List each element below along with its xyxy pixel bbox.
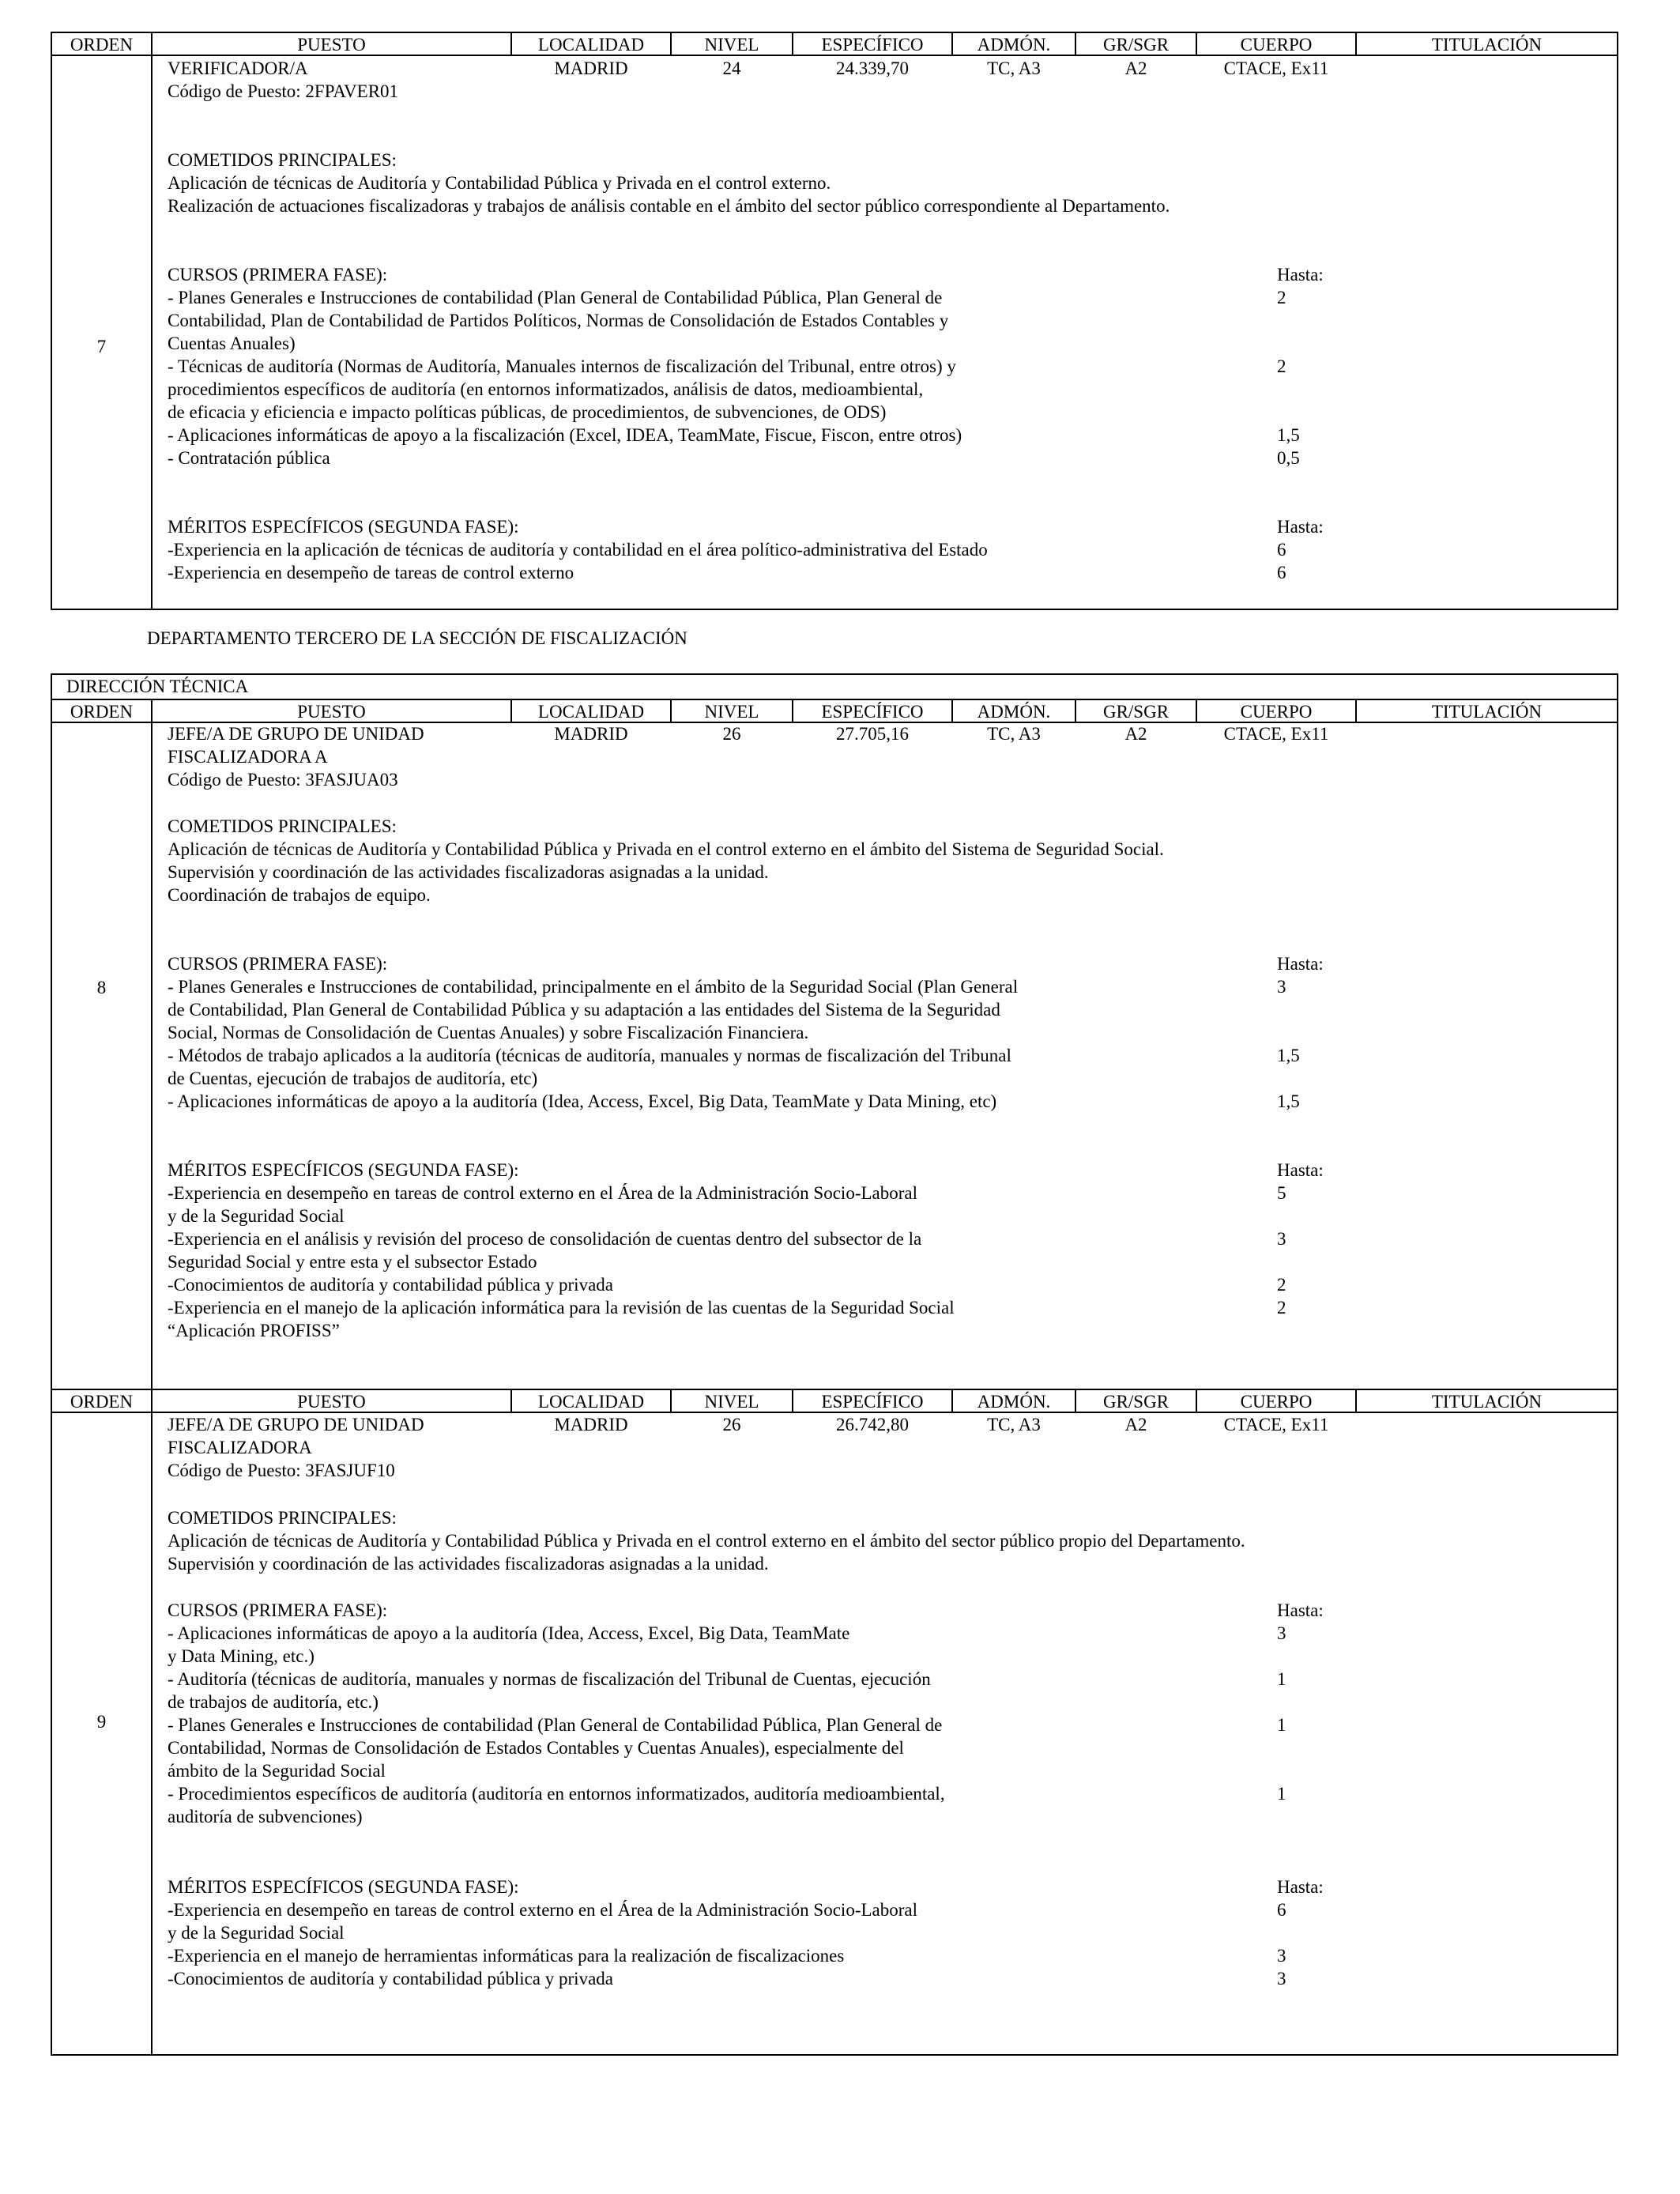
row-cuerpo: CTACE, Ex11 <box>1223 58 1329 78</box>
cursos-section: CURSOS (PRIMERA FASE): - Planes Generales e Instrucciones de contabilidad, principalmente en el ámbito de la Seguridad Social (Plan General de Contabilidad, Plan General de Contabilidad Pública y su adaptación a las entidades del Sistema de la Seguridad Social, Normas de Consolidación de Cuentas Anuales) y sobre Fiscalización Financiera. - Métodos de trabajo aplicados a la auditoría (técnicas de auditoría, manuales y normas de fiscalización del Tribunal de Cuentas, ejecución de trabajos de auditoría, etc) - Aplicaciones informáticas de apoyo a la auditoría (Idea, Access, Excel, Big Data, TeamMate y Data Mining, etc) <box>168 954 1019 1111</box>
cursos-scores: Hasta: 2 2 1,5 0,5 <box>1277 265 1324 468</box>
cursos-scores: Hasta: 3 1 1 1 <box>1277 1600 1324 1804</box>
row-nivel: 24 <box>722 58 741 78</box>
row-orden: 9 <box>96 1712 107 1732</box>
meritos-scores: Hasta: 6 3 3 <box>1277 1877 1324 1989</box>
cursos-section: CURSOS (PRIMERA FASE): - Aplicaciones informáticas de apoyo a la auditoría (Idea, Access, Excel, Big Data, TeamMate y Data Mining, etc.) - Auditoría (técnicas de auditoría, manuales y normas de fiscalización del Tribunal de Cuentas, ejecución de trabajos de auditoría, etc.) - Planes Generales e Instrucciones de contabilidad (Plan General de Contabilidad Pública, Plan General de Contabilidad, Normas de Consolidación de Estados Contables y Cuentas Anuales), especialmente del ámbito de la Seguridad Social - Procedimientos específicos de auditoría (auditoría en entornos informatizados, auditoría medioambiental, auditoría de subvenciones) <box>168 1600 945 1826</box>
section-title: DEPARTAMENTO TERCERO DE LA SECCIÓN DE FISCALIZACIÓN <box>147 628 687 648</box>
row-especifico: 24.339,70 <box>836 58 909 78</box>
col-header-admon: ADMÓN. <box>977 1392 1051 1412</box>
row-cuerpo: CTACE, Ex11 <box>1223 1415 1329 1434</box>
col-header-grsgr: GR/SGR <box>1102 35 1170 55</box>
col-header-cuerpo: CUERPO <box>1240 702 1313 722</box>
col-header-orden: ORDEN <box>70 1392 134 1412</box>
row-puesto: JEFE/A DE GRUPO DE UNIDAD FISCALIZADORA Código de Puesto: 3FASJUF10 <box>168 1415 424 1480</box>
row-nivel: 26 <box>722 1415 741 1434</box>
col-header-orden: ORDEN <box>70 702 134 722</box>
direccion-label: DIRECCIÓN TÉCNICA <box>66 677 249 696</box>
cometidos-section: COMETIDOS PRINCIPALES: Aplicación de técnicas de Auditoría y Contabilidad Pública y Privada en el control externo en el ámbito del sector público propio del Departamento. Supervisión y coordinación de las actividades fiscalizadoras asignadas a la unidad. <box>168 1508 1245 1574</box>
row-orden: 7 <box>96 337 107 356</box>
col-header-nivel: NIVEL <box>704 702 759 722</box>
col-header-localidad: LOCALIDAD <box>537 702 645 722</box>
col-header-admon: ADMÓN. <box>977 702 1051 722</box>
row-puesto: VERIFICADOR/A Código de Puesto: 2FPAVER01 <box>168 58 399 101</box>
row-admon: TC, A3 <box>987 58 1041 78</box>
meritos-scores: Hasta: 5 3 2 2 <box>1277 1160 1324 1318</box>
row-puesto: JEFE/A DE GRUPO DE UNIDAD FISCALIZADORA A Código de Puesto: 3FASJUA03 <box>168 724 424 790</box>
row-localidad: MADRID <box>554 58 628 78</box>
col-header-especifico: ESPECÍFICO <box>821 702 924 722</box>
row-especifico: 26.742,80 <box>836 1415 909 1434</box>
col-header-titulacion: TITULACIÓN <box>1431 35 1543 55</box>
meritos-section: MÉRITOS ESPECÍFICOS (SEGUNDA FASE): -Experiencia en desempeño en tareas de control externo en el Área de la Administración Socio-Laboral y de la Seguridad Social -Experiencia en el manejo de herramientas informáticas para la realización de fiscalizaciones -Conocimientos de auditoría y contabilidad pública y privada <box>168 1877 917 1989</box>
col-header-cuerpo: CUERPO <box>1240 35 1313 55</box>
col-header-puesto: PUESTO <box>297 1392 366 1412</box>
meritos-scores: Hasta: 6 6 <box>1277 517 1324 582</box>
cursos-section: CURSOS (PRIMERA FASE): - Planes Generales e Instrucciones de contabilidad (Plan General de Contabilidad Pública, Plan General de Contabilidad, Plan de Contabilidad de Partidos Políticos, Normas de Consolidación de Estados Contables y Cuentas Anuales) - Técnicas de auditoría (Normas de Auditoría, Manuales internos de fiscalización del Tribunal, entre otros) y procedimientos específicos de auditoría (en entornos informatizados, análisis de datos, medioambiental, de eficacia y eficiencia e impacto políticas públicas, de procedimientos, de subvenciones, de ODS) - Aplicaciones informáticas de apoyo a la fiscalización (Excel, IDEA, TeamMate, Fiscue, Fiscon, entre otros) - Contratación pública <box>168 265 962 468</box>
row-grsgr: A2 <box>1124 1415 1147 1434</box>
col-header-nivel: NIVEL <box>704 1392 759 1412</box>
col-header-cuerpo: CUERPO <box>1240 1392 1313 1412</box>
col-header-especifico: ESPECÍFICO <box>821 35 924 55</box>
meritos-section: MÉRITOS ESPECÍFICOS (SEGUNDA FASE): -Experiencia en desempeño en tareas de control externo en el Área de la Administración Socio-Laboral y de la Seguridad Social -Experiencia en el análisis y revisión del proceso de consolidación de cuentas dentro del subsector de la Seguridad Social y entre esta y el subsector Estado -Conocimientos de auditoría y contabilidad pública y privada -Experiencia en el manejo de la aplicación informática para la revisión de las cuentas de la Seguridad Social “Aplicación PROFISS” <box>168 1160 955 1340</box>
row-cuerpo: CTACE, Ex11 <box>1223 724 1329 744</box>
col-header-titulacion: TITULACIÓN <box>1431 702 1543 722</box>
row-admon: TC, A3 <box>987 1415 1041 1434</box>
col-header-titulacion: TITULACIÓN <box>1431 1392 1543 1412</box>
col-header-nivel: NIVEL <box>704 35 759 55</box>
cometidos-section: COMETIDOS PRINCIPALES: Aplicación de técnicas de Auditoría y Contabilidad Pública y Privada en el control externo. Realización de actuaciones fiscalizadoras y trabajos de análisis contable en el ámbito del sector público correspondiente al Departamento. <box>168 150 1170 216</box>
row-orden: 8 <box>96 978 107 997</box>
col-header-especifico: ESPECÍFICO <box>821 1392 924 1412</box>
row-especifico: 27.705,16 <box>836 724 909 744</box>
row-localidad: MADRID <box>554 1415 628 1434</box>
row-grsgr: A2 <box>1124 58 1147 78</box>
row-admon: TC, A3 <box>987 724 1041 744</box>
col-header-puesto: PUESTO <box>297 35 366 55</box>
row-nivel: 26 <box>722 724 741 744</box>
col-header-grsgr: GR/SGR <box>1102 702 1170 722</box>
col-header-puesto: PUESTO <box>297 702 366 722</box>
cometidos-section: COMETIDOS PRINCIPALES: Aplicación de técnicas de Auditoría y Contabilidad Pública y Privada en el control externo en el ámbito del Sistema de Seguridad Social. Supervisión y coordinación de las actividades fiscalizadoras asignadas a la unidad. Coordinación de trabajos de equipo. <box>168 816 1164 905</box>
cursos-scores: Hasta: 3 1,5 1,5 <box>1277 954 1324 1111</box>
col-header-admon: ADMÓN. <box>977 35 1051 55</box>
row-localidad: MADRID <box>554 724 628 744</box>
meritos-section: MÉRITOS ESPECÍFICOS (SEGUNDA FASE): -Experiencia en la aplicación de técnicas de auditoría y contabilidad en el área político-administrativa del Estado -Experiencia en desempeño de tareas de control externo <box>168 517 988 582</box>
col-header-localidad: LOCALIDAD <box>537 1392 645 1412</box>
col-header-grsgr: GR/SGR <box>1102 1392 1170 1412</box>
col-header-orden: ORDEN <box>70 35 134 55</box>
row-grsgr: A2 <box>1124 724 1147 744</box>
col-header-localidad: LOCALIDAD <box>537 35 645 55</box>
